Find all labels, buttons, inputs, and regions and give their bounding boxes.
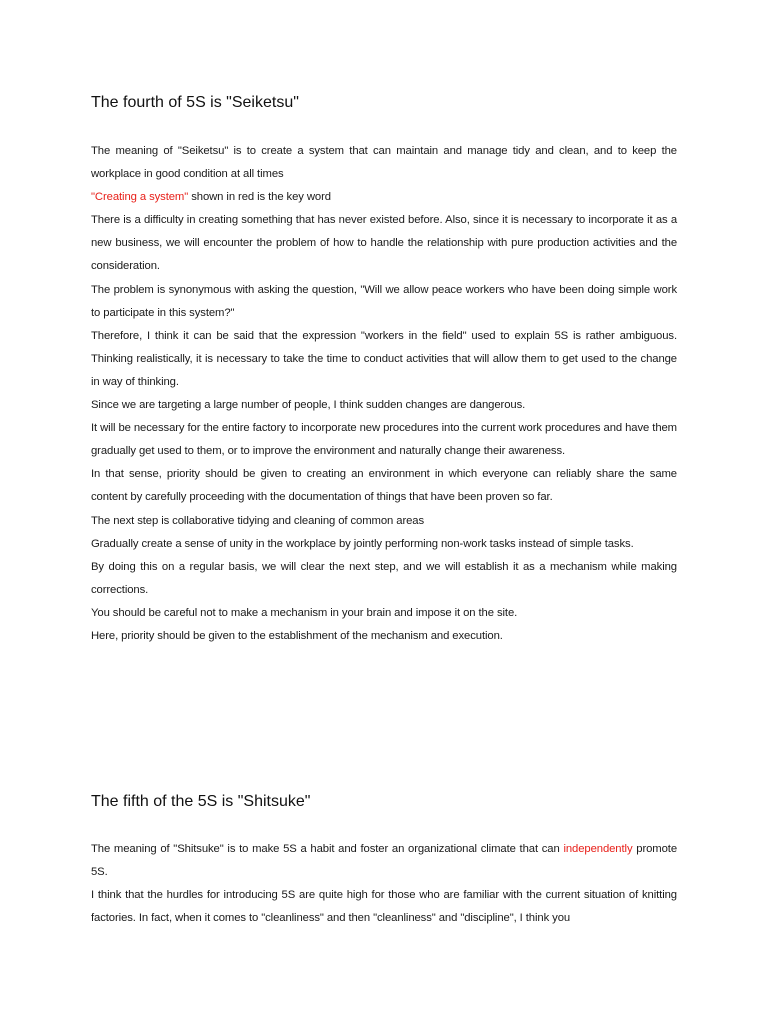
intro-text-before: The meaning of "Shitsuke" is to make 5S a habit and foster an organizational climate that can — [91, 843, 564, 855]
section-heading-shitsuke: The fifth of the 5S is "Shitsuke" — [91, 793, 311, 810]
keyword-paragraph — [91, 186, 677, 209]
paragraph: You should be careful not to make a mechanism in your brain and impose it on the site. — [91, 606, 518, 619]
paragraph: In that sense, priority should be given to creating an environment in which everyone can reliably share the same content by carefully proceeding with the documentation of things that have been proven so far. — [91, 468, 677, 504]
paragraph: It will be necessary for the entire factory to incorporate new procedures into the current work procedures and have them gradually get used to them, or to improve the environment and naturally change their awareness. — [91, 422, 677, 458]
intro-text-after: promote 5S. — [91, 843, 678, 879]
paragraph: The meaning of "Seiketsu" is to create a system that can maintain and manage tidy and clean, and to keep the workplace in good condition at all times — [91, 145, 677, 181]
keyword-highlight: independently — [563, 843, 633, 855]
paragraph: Here, priority should be given to the establishment of the mechanism and execution. — [91, 629, 503, 642]
paragraph: The next step is collaborative tidying and cleaning of common areas — [91, 514, 425, 527]
section-heading-seiketsu: The fourth of 5S is "Seiketsu" — [91, 94, 299, 111]
paragraph: The problem is synonymous with asking the question, "Will we allow peace workers who have been doing simple work to participate in this system?" — [91, 283, 677, 319]
section-body-shitsuke — [91, 838, 677, 930]
paragraph: Therefore, I think it can be said that the expression "workers in the field" used to explain 5S is rather ambiguous. Thinking realistically, it is necessary to take the time to conduct activities that will allow them to get used to the change in way of thinking. — [91, 329, 677, 388]
intro-paragraph — [91, 838, 677, 884]
keyword-text: shown in red is the key word — [188, 191, 331, 204]
paragraph: By doing this on a regular basis, we will clear the next step, and we will establish it as a mechanism while making corrections. — [91, 560, 677, 596]
paragraph: Gradually create a sense of unity in the workplace by jointly performing non-work tasks instead of simple tasks. — [91, 537, 634, 550]
paragraph: I think that the hurdles for introducing 5S are quite high for those who are familiar with the current situation of knitting factories. In fact, when it comes to "cleanliness" and then "cleanliness" and "discipline", I think you — [91, 889, 677, 925]
section-body-seiketsu — [91, 140, 677, 648]
paragraph: Since we are targeting a large number of people, I think sudden changes are dangerous. — [91, 399, 526, 412]
keyword-highlight: "Creating a system" — [91, 191, 189, 204]
paragraph: There is a difficulty in creating something that has never existed before. Also, since it is necessary to incorporate it as a new business, we will encounter the problem of how to handle the relationship with pure production activities and the consideration. — [91, 214, 677, 273]
